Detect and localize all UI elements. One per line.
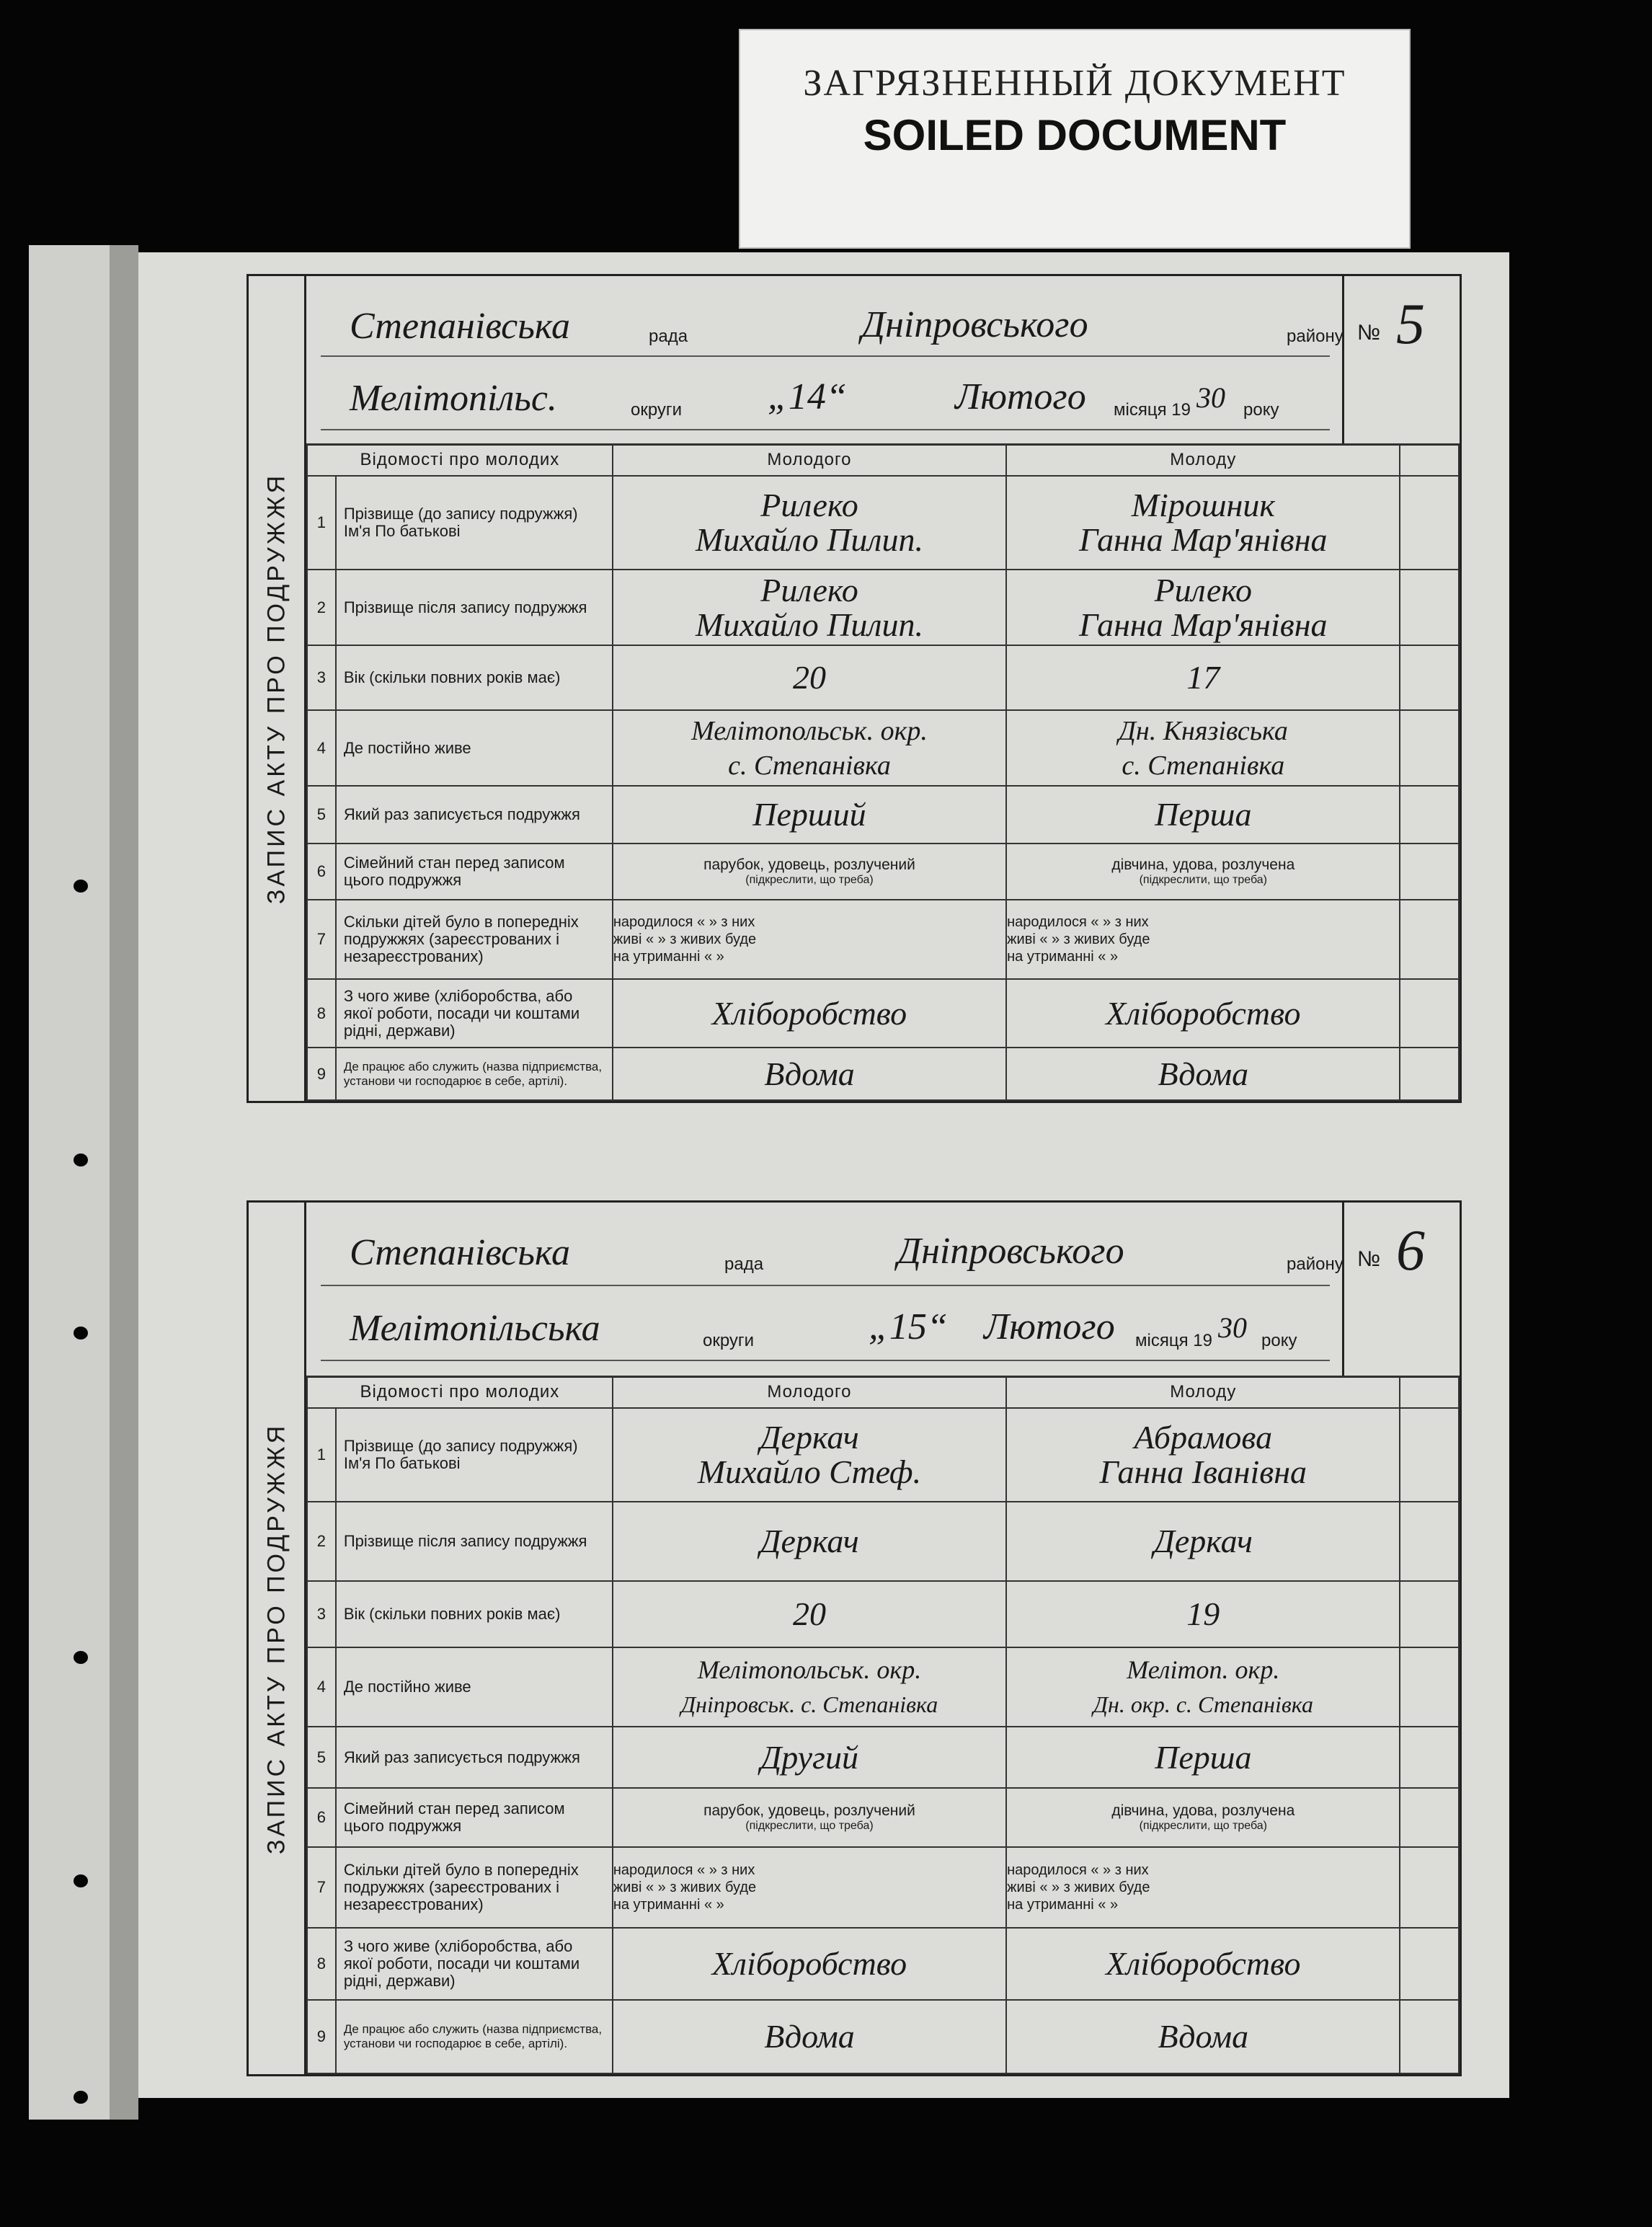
spare-cell (1400, 1647, 1459, 1727)
rada-value: Степанівська (350, 1232, 570, 1273)
table-row (307, 1408, 1459, 1502)
row-number: 7 (307, 1847, 336, 1928)
binding-hole (74, 1154, 88, 1166)
spare-cell (1400, 710, 1459, 786)
okrug-value: Мелітопільс. (350, 378, 557, 419)
children-born: народилося « » з них (1007, 1862, 1149, 1878)
binding-hole (74, 1874, 88, 1887)
col-bride-header: Молоду (1006, 444, 1400, 476)
day-value: „15“ (869, 1306, 948, 1347)
okrug-label: округи (703, 1331, 755, 1350)
bride-marital-options: дівчина, удова, розлучена (1111, 856, 1295, 873)
bride-residence (1006, 710, 1400, 786)
bride-times-value: Перша (1155, 1738, 1252, 1776)
bride-residence-line1: Мелітоп. окр. (1127, 1655, 1280, 1684)
row-number: 7 (307, 900, 336, 979)
groom-answer (613, 1502, 1006, 1581)
record-number-box (1342, 1203, 1460, 1376)
groom-livelihood (613, 1928, 1006, 2000)
groom-workplace (613, 1048, 1006, 1100)
table-row (307, 1788, 1459, 1847)
rada-label: рада (649, 327, 688, 346)
rayon-value: Дніпровського (897, 1231, 1124, 1272)
bride-answer (1006, 1502, 1400, 1581)
row-number: 8 (307, 1928, 336, 2000)
groom-livelihood (613, 979, 1006, 1048)
question-label: Який раз записується подружжя (336, 786, 613, 844)
question-label: Скільки дітей було в попередніх подружжях (зареєстрованих і незареєстрованих) (336, 900, 613, 979)
groom-new-surname: Рилеко (760, 571, 858, 608)
okrug-label: округи (631, 400, 683, 420)
bride-workplace (1006, 2000, 1400, 2073)
groom-name: Михайло Пилип. (695, 521, 923, 558)
record-table (306, 443, 1460, 1101)
question-label: Сімейний стан перед записом цього подружжя (336, 1788, 613, 1847)
book-binding (29, 245, 138, 2120)
groom-workplace-value: Вдома (764, 2018, 855, 2055)
bride-new-name: Ганна Мар'янівна (1079, 606, 1328, 643)
record-header (306, 276, 1460, 446)
question-label: Вік (скільки повних років має) (336, 1581, 613, 1647)
col-info-header: Відомості про молодих (307, 1376, 613, 1408)
children-supported: на утриманні « » (1007, 949, 1119, 965)
header-rule (321, 355, 1330, 357)
groom-livelihood-value: Хліборобство (711, 994, 907, 1032)
groom-times (613, 786, 1006, 844)
table-row (307, 1847, 1459, 1928)
table-row (307, 570, 1459, 645)
row-number: 8 (307, 979, 336, 1048)
table-row (307, 1048, 1459, 1100)
groom-answer (613, 570, 1006, 645)
children-born: народилося « » з них (1007, 914, 1149, 930)
month-label: місяця 19 (1135, 1331, 1212, 1350)
stamp-line-english: SOILED DOCUMENT (863, 111, 1287, 159)
question-label: З чого живе (хліборобства, або якої роботи, посади чи коштами рідні, держави) (336, 1928, 613, 2000)
binding-hole (74, 880, 88, 893)
groom-new-name: Михайло Пилип. (695, 606, 923, 643)
record-header (306, 1203, 1460, 1378)
table-row (307, 710, 1459, 786)
rayon-value: Дніпровського (861, 304, 1088, 345)
spare-cell (1400, 900, 1459, 979)
groom-marital-options: парубок, удовець, розлучений (703, 856, 915, 873)
col-info-header: Відомості про молодих (307, 444, 613, 476)
question-label: Де працює або служить (назва підприємства, установи чи господарює в себе, артілі). (336, 2000, 613, 2073)
marital-hint: (підкреслити, що треба) (745, 1820, 874, 1832)
table-row (307, 2000, 1459, 2073)
bride-age-value: 17 (1186, 659, 1220, 696)
bride-children (1006, 900, 1400, 979)
question-label: Прізвище після запису подружжя (336, 1502, 613, 1581)
record-table (306, 1376, 1460, 2074)
table-row (307, 786, 1459, 844)
bride-workplace-value: Вдома (1158, 2018, 1249, 2055)
row-number: 4 (307, 1647, 336, 1727)
table-row (307, 979, 1459, 1048)
rada-label: рада (724, 1254, 764, 1274)
groom-age (613, 1581, 1006, 1647)
record-sidebar (249, 1203, 306, 2074)
groom-residence (613, 1647, 1006, 1727)
question-label: Прізвище (до запису подружжя) Ім'я По батькові (336, 1408, 613, 1502)
bride-age-value: 19 (1186, 1595, 1220, 1632)
groom-children (613, 900, 1006, 979)
spare-cell (1400, 786, 1459, 844)
bride-age (1006, 1581, 1400, 1647)
question-label: Сімейний стан перед записом цього подружжя (336, 844, 613, 900)
spare-cell (1400, 1048, 1459, 1100)
groom-residence-line2: Дніпровськ. с. Степанівка (680, 1691, 938, 1717)
bride-marital-status (1006, 1788, 1400, 1847)
children-alive: живі « » з живих буде (1007, 931, 1150, 947)
groom-answer (613, 1408, 1006, 1502)
record-number: 6 (1396, 1219, 1425, 1283)
header-rule (321, 429, 1330, 430)
groom-age-value: 20 (792, 659, 826, 696)
binding-hole (74, 1327, 88, 1340)
bride-answer (1006, 476, 1400, 570)
row-number: 1 (307, 476, 336, 570)
marital-hint: (підкреслити, що треба) (745, 874, 874, 886)
sidebar-title: ЗАПИС АКТУ ПРО ПОДРУЖЖЯ (262, 1422, 290, 1854)
groom-new-surname: Деркач (760, 1523, 859, 1559)
roku-label: року (1243, 400, 1279, 420)
bride-name: Ганна Іванівна (1099, 1453, 1307, 1490)
table-row (307, 1647, 1459, 1727)
bride-livelihood-value: Хліборобство (1106, 994, 1301, 1032)
groom-age (613, 645, 1006, 710)
bride-livelihood-value: Хліборобство (1106, 1945, 1301, 1982)
bride-surname: Мірошник (1131, 487, 1275, 523)
row-number: 2 (307, 570, 336, 645)
month-label: місяця 19 (1114, 400, 1191, 420)
col-groom-header: Молодого (613, 444, 1006, 476)
spare-column (1400, 444, 1459, 476)
groom-surname: Деркач (760, 1419, 859, 1456)
row-number: 1 (307, 1408, 336, 1502)
spare-cell (1400, 979, 1459, 1048)
number-label: № (1357, 1247, 1381, 1271)
bride-marital-status (1006, 844, 1400, 900)
groom-residence-line1: Мелітопольськ. окр. (691, 715, 928, 746)
children-born: народилося « » з них (613, 914, 755, 930)
question-label: З чого живе (хліборобства, або якої роботи, посади чи коштами рідні, держави) (336, 979, 613, 1048)
row-number: 6 (307, 844, 336, 900)
row-number: 6 (307, 1788, 336, 1847)
spare-cell (1400, 1727, 1459, 1788)
bride-workplace-value: Вдома (1158, 1055, 1249, 1092)
bride-livelihood (1006, 1928, 1400, 2000)
spare-cell (1400, 1581, 1459, 1647)
record-number-box (1342, 276, 1460, 443)
question-label: Який раз записується подружжя (336, 1727, 613, 1788)
marriage-record-6 (247, 1200, 1462, 2076)
question-label: Де постійно живе (336, 1647, 613, 1727)
children-supported: на утриманні « » (1007, 1897, 1119, 1913)
okrug-value: Мелітопільська (350, 1308, 600, 1349)
groom-workplace (613, 2000, 1006, 2073)
row-number: 9 (307, 2000, 336, 2073)
question-label: Скільки дітей було в попередніх подружжях (зареєстрованих і незареєстрованих) (336, 1847, 613, 1928)
number-label: № (1357, 321, 1381, 345)
groom-children (613, 1847, 1006, 1928)
spare-cell (1400, 1502, 1459, 1581)
bride-name: Ганна Мар'янівна (1079, 521, 1328, 558)
bride-new-surname: Рилеко (1154, 571, 1253, 608)
groom-workplace-value: Вдома (764, 1055, 855, 1092)
spare-cell (1400, 2000, 1459, 2073)
children-alive: живі « » з живих буде (1007, 1880, 1150, 1895)
groom-marital-status (613, 1788, 1006, 1847)
spare-cell (1400, 645, 1459, 710)
month-value: Лютого (984, 1306, 1115, 1347)
groom-name: Михайло Стеф. (697, 1453, 922, 1490)
row-number: 3 (307, 645, 336, 710)
col-bride-header: Молоду (1006, 1376, 1400, 1408)
groom-livelihood-value: Хліборобство (711, 1945, 907, 1982)
row-number: 9 (307, 1048, 336, 1100)
register-page (138, 252, 1509, 2098)
bride-times (1006, 786, 1400, 844)
month-value: Лютого (955, 376, 1086, 417)
spare-column (1400, 1376, 1459, 1408)
marriage-record-5 (247, 274, 1462, 1103)
groom-residence (613, 710, 1006, 786)
row-number: 3 (307, 1581, 336, 1647)
bride-residence (1006, 1647, 1400, 1727)
question-label: Де постійно живе (336, 710, 613, 786)
bride-livelihood (1006, 979, 1400, 1048)
soiled-document-stamp (739, 29, 1411, 249)
groom-residence-line1: Мелітопольськ. окр. (697, 1655, 922, 1684)
groom-times (613, 1727, 1006, 1788)
spare-cell (1400, 1408, 1459, 1502)
bride-residence-line2: Дн. окр. с. Степанівка (1093, 1691, 1313, 1717)
table-header-row (307, 1376, 1459, 1408)
children-supported: на утриманні « » (613, 1897, 724, 1913)
bride-residence-line2: с. Степанівка (1122, 750, 1285, 781)
question-label: Прізвище після запису подружжя (336, 570, 613, 645)
bride-times-value: Перша (1155, 796, 1252, 833)
row-number: 5 (307, 1727, 336, 1788)
table-row (307, 1581, 1459, 1647)
rada-value: Степанівська (350, 306, 570, 347)
table-row (307, 844, 1459, 900)
col-groom-header: Молодого (613, 1376, 1006, 1408)
binding-fold (110, 245, 138, 2120)
spare-cell (1400, 1847, 1459, 1928)
bride-children (1006, 1847, 1400, 1928)
groom-marital-options: парубок, удовець, розлучений (703, 1802, 915, 1819)
spare-cell (1400, 570, 1459, 645)
spare-cell (1400, 476, 1459, 570)
table-row (307, 1727, 1459, 1788)
spare-cell (1400, 1788, 1459, 1847)
bride-answer (1006, 1408, 1400, 1502)
groom-times-value: Перший (752, 796, 866, 833)
roku-label: року (1261, 1331, 1297, 1350)
binding-hole (74, 1651, 88, 1664)
bride-age (1006, 645, 1400, 710)
bride-answer (1006, 570, 1400, 645)
binding-hole (74, 2091, 88, 2104)
row-number: 2 (307, 1502, 336, 1581)
year-value: 30 (1218, 1311, 1247, 1344)
groom-residence-line2: с. Степанівка (728, 750, 891, 781)
children-alive: живі « » з живих буде (613, 931, 757, 947)
bride-workplace (1006, 1048, 1400, 1100)
bride-new-surname: Деркач (1153, 1523, 1253, 1559)
rayon-label: району (1287, 1254, 1344, 1274)
sidebar-title: ЗАПИС АКТУ ПРО ПОДРУЖЖЯ (262, 472, 290, 905)
row-number: 4 (307, 710, 336, 786)
question-label: Де працює або служить (назва підприємства, установи чи господарює в себе, артілі). (336, 1048, 613, 1100)
children-born: народилося « » з них (613, 1862, 755, 1878)
spare-cell (1400, 1928, 1459, 2000)
day-value: „14“ (768, 376, 847, 417)
groom-age-value: 20 (792, 1595, 826, 1632)
table-header-row (307, 444, 1459, 476)
children-supported: на утриманні « » (613, 949, 724, 965)
bride-times (1006, 1727, 1400, 1788)
table-row (307, 645, 1459, 710)
stamp-line-russian: ЗАГРЯЗНЕННЫЙ ДОКУМЕНТ (803, 63, 1346, 104)
groom-surname: Рилеко (760, 487, 858, 523)
table-row (307, 1502, 1459, 1581)
bride-surname: Абрамова (1134, 1419, 1273, 1456)
question-label: Прізвище (до запису подружжя) Ім'я По батькові (336, 476, 613, 570)
header-rule (321, 1285, 1330, 1286)
row-number: 5 (307, 786, 336, 844)
record-sidebar (249, 276, 306, 1101)
question-label: Вік (скільки повних років має) (336, 645, 613, 710)
marital-hint: (підкреслити, що треба) (1139, 1820, 1267, 1832)
groom-marital-status (613, 844, 1006, 900)
table-row (307, 1928, 1459, 2000)
spare-cell (1400, 844, 1459, 900)
groom-times-value: Другий (760, 1738, 858, 1776)
table-row (307, 900, 1459, 979)
header-rule (321, 1360, 1330, 1361)
year-value: 30 (1196, 381, 1225, 414)
groom-answer (613, 476, 1006, 570)
bride-marital-options: дівчина, удова, розлучена (1111, 1802, 1295, 1819)
marital-hint: (підкреслити, що треба) (1139, 874, 1267, 886)
rayon-label: району (1287, 327, 1344, 346)
children-alive: живі « » з живих буде (613, 1880, 757, 1895)
bride-residence-line1: Дн. Князівська (1118, 715, 1288, 746)
table-row (307, 476, 1459, 570)
record-number: 5 (1396, 293, 1425, 356)
